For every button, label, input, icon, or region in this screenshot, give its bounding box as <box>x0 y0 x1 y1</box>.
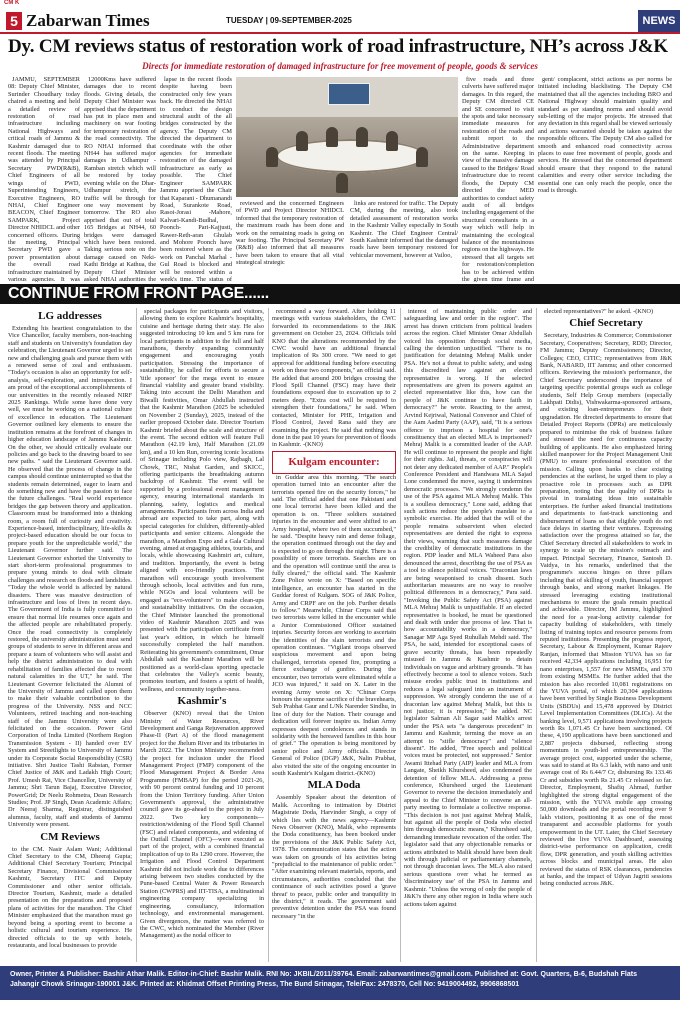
column-mla-doda: interest of maintaining public order and safeguarding law and order in the region". The arrest has drawn criticism from political leaders across the region. Chief Minister Omar Abdullah voiced his opposition through social media, calling the detention unjustified. "There is no justification for detaining Mehraj Malik under PSA. He's not a threat to public safety, and using this discredited law against an elected representative is wrong. If the selected representatives are given its powers against an elected representative like this, how can the people of J&K continue to have faith in democracy?" he wrote. Reacting to the arrest, Arvind Kejriwal, National Convenor and Chief of the Aam Aadmi Party (AAP), said, "It is a serious offence to imprison a hospital for one's constituency that an elected MLA is imprisoned? Mehraj Malik is a committed leader of the AAP. He will continue to represent the people and fight for their rights. Jail, threats, or conspiracies will not deter any dedicated member of AAP." People's Conference President and Handwara MLA Sajad Lone condemned the move, saying it undermines democratic processes. "We strongly condemn the use of the PSA against MLA Mehraj Malik. This is a soulless democracy," Lone said, adding that such actions reduce the people's mandate to a symbolic exercise. He added that the will of the people remains subservient when elected representatives are denied the right to express their views, warning that such measures damage the credibility of democratic institutions in the region. PDP leader and MLA Waheed Para also denounced the arrest, describing the use of PSA as a tool to silence political voices. "Draconian laws are being weaponised to crush dissent. Such authoritarian measures are no way to resolve political differences in a democracy," Para said. "Invoking the Public Safety Act (PSA) against MLA Mehraj Malik is unjustifiable. If an elected representative is booked, he must be questioned and dealt with under due process of law. That is how accountability works in a democracy," Sanagar MP Aga Syed Ruhullah Mehdi said. The PSA, he said, intended for exceptional cases of grave security threats, has been repeatedly misused in Jammu & Kashmir to detain individuals on vague and arbitrary grounds. "It has effectively become a tool to silence voices. Such misuse erodes public trust in institutions and reduces a legal safeguard into an instrument of suppression. We strongly condemn the use of a draconian law against Mehraj Malik, but this is not justice; it is repression," he added. NC legislator Salman Ali Sagar said Malik's arrest under the PSA sets "a dangerous precedent" in Jammu and Kashmir, terming the move as an attempt to "stifle democracy" and "silence dissent". He added, "Free speech and political voices must be protected, not suppressed." Senior Awami Ittehad Party (AIP) leader and MLA from Langate, Sheikh Khursheed, also condemned the detention of fellow MLA. Addressing a press conference, Khursheed urged the Lieutenant Governor to reverse the decision immediately and appeal to the Chief Minister to convene an all-party meeting to formulate a collective response. "This decision is not just against Mehraj Malik, but against all the people of Doda who elected him through democratic means," Khursheed said, demanding immediate revocation of the order. The legislator said that any objectionable remarks or actions attributed to Malik should have been dealt with through judicial or parliamentary channels, not through draconian laws. The MLA also raised serious questions over what he termed as 'discriminatory use' of the PSA in Jammu and Kashmir. "Unless the wrong of only the people of J&K?s there any other region in India where such actions taken against <box>404 308 532 908</box>
lead-subhead: Directs for immediate restoration of damaged infrastructure for free movement of people, goods & services <box>142 61 538 71</box>
column-kulgam: recommend a way forward. After holding 11 meetings with various stakeholders, the CWC forwarded its recommendations to the J&K government on October 23, 2024. Officials told KNO that the alterations recommended by the CWC would have an additional financial implication of Rs 300 crore. "We need to get approval for additional funding before executing work on these two components," an official said. He added that around 200 bridges crossing the Flood Spill Channel (FSC) may have their foundations exposed due to excavation up to 2 meters deep. "Extra cost will be required to strengthen their foundations," he said. When contacted, Minister for PHE, Irrigation and Flood Control, Javed Rana said they are examining the project. He said that nothing was done in the past 10 years for prevention of floods in Kashmir. -(KNO) Kulgam encounter: in Guddar area this morning. "The search operation turned into an encounter after the terrorists opened fire on the security forces," he said. The official added that one Pakistani and one local terrorist have been killed and the operation is on. "Three soldiers sustained injuries in the encounter and were shifted to an Army hospital, where two of them succumbed," he said. "Despite heavy rain and dense foliage, the operation continued through out the day and is expected to go on through the night. There is a possibility of more terrorists. Searches are on and the operation will continue until the area is fully cleared," the official said. The Kashmir Zone Police wrote on X: "Based on specific intelligence, an encounter has started in the Guddar forest of Kulgam. SOG of J&K Police, Army and CRPF are on the job. Further details to follow." Meanwhile, Chinar Corps said that two terrorists were killed in the encounter while a Junior Commissioned Officer sustained injuries. Security forces are working to ascertain the identities of the slain terrorists and the operation continues. "Vigilant troops observed suspicious movement and upon being challenged, terrorists opened fire, prompting a fierce exchange of gunfire. During the encounter, two terrorists were eliminated while a JCO was injured," it said on X. Later in the evening Army wrote on X: "Chinar Corps honours the supreme sacrifice of the bravehearts, Sub Prabhat Gaur and L/Nk Narender Sindhu, in line of duty for the Nation. Their courage and dedication will forever inspire us. Indian Army expresses deepest condolences and stands in solidarity with the bereaved families in this hour of grief." The operation is being monitored by senior police and Army officials. Director General of Police (DGP) J&K, Nalin Prabhat, also visited the site of the ongoing encounter in south Kashmir's Kulgam district.-(KNO) MLA Doda Assembly Speaker about the detention of Malik. According to intimation by District Magistrate Doda, Harvinder Singh, a copy of which lies with the news agency—Kashmir News Observer (KNO), Malik, who represents the Doda constituency, has been booked under the provisions of the J&K Public Safety Act, 1978. The communication states that the action was taken on grounds of his activities being "prejudicial to the maintenance of public order." "After examining relevant materials, reports, and circumstances, authorities concluded that the continuance of such activities posed a 'grave threat' to peace, public order and tranquility in the district," it reads. The government said preventive detention under the PSA was found necessary "in the <box>272 308 396 920</box>
column-chief-secretary: elected representatives?" he asked. -(KNO) Chief Secretary Secretary, Industries & Commerce; Commissioner Secretary, Cooperatives; Secretary, RDD; Director, FM Jammu; Deputy Commissioners; Director, Colleges; CEO, CITIC; representatives from J&K Bank, NABARD, IIT Jammu; and other concerned officers. Reviewing the mission's performance, the Chief Secretary underscored the importance of targeting specific potential groups such as college students, Self Help Group members (especially Lakhpati Didis), Vishwakarma-sponsored artisans, and existing loan-entrepreneurs for their upgradation. He directed departments to ensure that Detailed Project Reports (DPRs) are meticulously prepared to minimise the risk of business failure and stressed the need for continuous capacity building of applicants. He also emphasized hiring skilled manpower for the Project Management Unit (PMU) to ensure professional execution of the mission. Calling upon banks to clear existing pendencies at the earliest, he urged them to play a proactive role in processes such as DPR preparation, noting that the quality of DPRs is pivotal in translating ideas into sustainable enterprises. He further asked financial institutions and departments to fast-track sanctioning and disbursement of loans so that eligible youth do not face delays in starting their ventures. Expressing satisfaction over the progress attained so far, the Chief Secretary directed all stakeholders to work in synergy to scale up the mission's outreach and impact. Principal Secretary, Finance, Santosh D. Vaidya, in his remarks, underlined that the programme's success hinges on three pillars including that of skilling of youth, financial support through banks, and strong market linkages. He stressed leveraging existing institutional mechanisms to ensure the goals remain practical and achievable. Director, IM Jammu, highlighted the need for a year-long activity calendar for capacity building of stakeholders, with timely listing of training topics and resource persons from reputed institutions. Presenting the progress report, Secretary, Labour & Employment, Kumar Rajeev Ranjan, informed that Mission YUVA has so far received 42,334 applications including 16,951 for nano enterprises, 1,557 for new MSMEs, and 370 from existing MSMEs. He further added that the mission has also recorded 10,081 registrations on the YUVA portal, of which 20,304 applications have been verified by Single Business Development Units (SBDUs) and 15,478 approved by District Level Implementation Committees (DLICs). At the banking level, 9,571 applications involving projects worth Rs 1,071.45 Cr have been sanctioned. Of these, 4,190 applications have been sanctioned and 2,887 projects disbursed, reflecting strong momentum in youth-led entrepreneurship. The average project cost, supported under the scheme, was said to stand at Rs 6.3 lakh, with nano and unit average cost of Rs 6.44/7 Cr, disbursing Rs 133.46 Cr and subsidies worth Rs 21.45 Cr released so far. Director, Employment, Shafiq Ahmad, further highlighted the strong digital engagement of the mission, with the YUVA mobile app crossing 50,000 downloads and the portal recording over 9 lakh visitors, positioning it as one of the most transparent and accessible platforms for youth empowerment in the UT. Later, the Chief Secretary reviewed the live YUVA Dashboard, assessing district-wise performance on application, credit flow, DPR generation, and youth skilling activities across blocks and municipal areas. He also reviewed the status of RSK clearances, pendencies at banks, and the impact of Udyan Jagriti sessions being conducted across J&K. <box>540 308 672 888</box>
section-label: NEWS <box>638 10 680 32</box>
story-heading: Kashmir's <box>177 695 227 708</box>
story-heading: MLA Doda <box>307 779 361 792</box>
imprint-line-1: Owner, Printer & Publisher: Bashir Athar Malik. Editor-in-Chief: Bashir Malik. RNI No: JKBIL/2011/39764. Email: zabarwantimes@gmail.com. Published at: Govt. Quarters, B-6, Budshah Flats <box>10 971 637 978</box>
column-marathon: special packages for participants and visitors, allowing them to explore Kashmir's hospitality, cuisine and heritage during their stay. He also suggested introducing 10 km and 5 km runs for local participants in addition to the full and half marathons, thereby expanding community engagement and encouraging youth participation. Stressing the importance of sustainability, he called for efforts to secure a 'title sponsor' for the mega event to ensure financial viability and greater brand visibility. Taking into account the Delhi Marathon and Biwalli festivities, Omar Abdullah instructed that the Kashmir Marathon (2025 be scheduled on November 2 (Sunday), 2025, instead of the earlier proposed October date. Director Tourism Kashmir briefed about the scale and structure of the event. The second edition will feature Full Marathon (42.19 km), Half Marathon (21.09 km), and a 10 km Run, covering iconic locations of Srinagar including Polo view, Rajbagh, Lal Chowk, TRC, Nishat Garden, and SKICC, offering participants the breathtaking autumn backdrop of Kashmir. The event will be supported by a professional event management agency, ensuring international standards in planning, safety, logistics and medical arrangements. Participants from across India and abroad are expected to take part, along with special categories for children, differently-abled participants and senior citizens. Alongside the marathon, a Marathon Expo and a Gala Cultural evening, aimed at engaging athletes, tourists, and locals, while showcasing Kashmiri art, culture, and tradition. Importantly, the event is being aligned with eco-friendly practices. The marathon will encourage youth involvement through schools, local activities and fun runs, while NGOs and local volunteers will be engaged as "eco-volunteers" to make clean-ups and sustainability initiatives. On the occasion, the Chief Minister launched the promotional video of Kashmir Marathon 2025 and was presented with the participation certificate from last year's edition, in which he himself successfully completed the half marathon. Reiterating his government's commitment, Omar Abdullah said the Kashmir Marathon will be positioned as a world-class sporting spectacle that celebrates the Valley's scenic beauty, promotes tourism, and fosters a spirit of health, wellness, and community together-ness. Kashmir's Observer (KNO) reveal that the Union Ministry of Water Resources, River Development and Ganga Rejuvenation approved Phase-II (Part A) of the flood management project for the Jhelum River and its tributaries in March 2022. The Union Ministry recommended the project for inclusion under the Flood Management Project (FMP) component of the Flood Management Project & Border Area Programme (FMBAP) for the period 2021-26, with 90 percent central funding and 10 percent from the Union Territory funding. After Union Government's approval, the administrative council gave its go-ahead to the project in July 2022. Two key components—restriction/widening of the Flood Spill Channel (FSC) and related components, and widening of the Outfall Channel (OFC)—were executed as part of the project, with a combined financial implication of up to Rs 1290 crore. However, the Irrigation and Flood Control Department Kashmir did not include work due to differences arising between two studies conducted by the Pune-based Central Water & Power Research Station (CWPRS) and IIT-TISA, a multinational engineering company specializing in engineering, consultancy, information technology, and environmental management. Given divergences, the matter was referred to the CWC, which nominated the Member (River Management) as the nodal officer to <box>140 308 264 940</box>
paper-title: Zabarwan Times <box>26 11 150 30</box>
strip-tag: CM K <box>4 0 20 6</box>
lead-headline: Dy. CM reviews status of restoration work of road infrastructure, NH’s across J&K <box>8 36 668 57</box>
imprint-footer <box>0 966 680 1000</box>
imprint-line-2: Jahangir Chowk Srinagar-190001 J&K. Printed at: Khidmat Offset Printing Press, The Bund Srinagar, Tele/Fax: 2478370, Cell No: 9419004492, 9906868501 <box>10 981 520 988</box>
lead-col-7: gent/ complacent, strict actions as per norms be initiated including blacklisting. The Deputy CM maintained that all the agencies including BRO and National Highway should maintain quality and standard as per standing norms and should avoid sub-letting of the major projects. He stressed that any deviation in this regard shall be viewed seriously and actions warranted should be taken against the responsible officers. The Deputy CM also called for smooth and enhanced road connectivity across places to ease free movement of people, goods and services. He stressed that the concerned department should ensure that they respond to the natural calamities and every other service including the essential one can only reach the people, once the road is through. <box>538 76 672 195</box>
lead-col-5: links are restored for traffic. The Deputy CM, during the meeting, also took detailed assessment of restoration works in the Kashmir Valley especially in South Kashmir. The Chief Engineer Central/ South Kashmir informed that the damaged roads have been temporary restored for vehicular movement, however at Vailoo, <box>350 200 458 259</box>
story-heading: Chief Secretary <box>569 317 643 330</box>
lead-col-1: JAMMU, SEPTEMBER 08: Deputy Chief Minister, Surinder Choudhary today chaired a meeting and held a detailed review of restoration of road infrastructure including National Highways and critical roads of Jammu & Kashmir damaged due to recent floods. The meeting was attended by Principal Secretary PWD(R&B), Chief Engineers of all wings of PWD, Superintending Engineers, Executive Engineers, RO NHAI, Chief Engineer BEACON, Chief Engineer SAMPARK, Project Director NHIDCL and other concerned officers. During the meeting, Principal Secretary PWD gave a power presentation about the overall road infrastructure maintained by various agencies. It was <box>8 76 80 282</box>
continued-banner: CONTINUE FROM FRONT PAGE...... <box>0 284 680 304</box>
page-number: 5 <box>6 12 22 30</box>
masthead <box>0 10 680 34</box>
story-heading: Kulgam encounter: <box>288 455 380 468</box>
story-heading: CM Reviews <box>40 830 100 843</box>
column-lg-addresses: LG addresses Extending his heartiest congratulation to the Vice Chancellor, faculty members, non-teaching staff and students on University's foundation day celebration, the Lieutenant Governor urged to set new and challenging goals and pursue them with a renewed sense of zeal and enthusiasm. "Today's occasion is also an opportunity for self-analysis, self-exploration, and introspection. I am proud of the exceptional accomplishments of our universities in the recently released NIRF 2025 Rankings. While some have done very well, we must be working on a national culture of excellence in education. The Lieutenant Governor outlined key elements to ensure the institution remains at the forefront of changes in higher education landscape of Jammu Kashmir. On the other, we should critically evaluate our policies and go back to the drawing board to see new paths. " said the Lieutenant Governor said. He observed that the process of change in the campus should continue uninterrupted so that the students remain determined, eager to learn and do something new and have the passion to face the future challenges. "Real world experience bridges the gap between theory and application. Classroom must be transformed into a thinking room, a room full of curiosity and creativity. Experience-based, interdisciplinary, life-skills & project-based education should be our focus to prepare youth for the unpredictable world," the Lieutenant Governor further said. The Lieutenant Governor exhorted the University to start short-term professional programmes to prepare young minds to deal with climate challenges and research on floods and landslides. "Today the whole world is affected by natural disasters. There was massive destruction of infrastructure and loss of lives in recent days. The Government of India is fully committed to ensure that normal life resumes once again and the affected people are rehabilitated properly. Once the road connectivity is completely restored, the university administration must send groups of students to serve in different areas and prepare a team of volunteers who will assist and help the district administration to deal with rehabilitation of families affected due to recent natural calamities in the UT," he said. The Lieutenant Governor felicitated the Alumni of the University of Jammu and called upon them to make their valuable contribution to the progress of the University. NSS and NCC Volunteers, retired teaching and non-teaching staff of the Jammu University were also felicitated on the occasion. Power Grid Corporation of India Limited (Northern Region Transmission System - II) handed over EV System and Streetlights to University of Jammu under its Corporate Social Responsibility (CSR) initiative. Shri Justice Tashi Rabstan, Former Chief Justice of J&K and Ladakh High Court; Prof. Umesh Rai, Vice Chancellor, University of Jammu; Shri Tarun Bajaj, Executive Director, PowerGrid; Dr Neelu Rohmetra, Dean Research Studies; Prof. JP Singh, Dean Academic Affairs; Dr Neeraj Sharma, Registrar, distinguished alumnus, faculty, staff and students of Jammu University were present. CM Reviews to the CM. Nasir Aslam Wani; Additional Chief Secretary to the CM, Dheeraj Gupta; Additional Chief Secretary Tourism; Principal Secretary Finance, Divisional Commissioner Kashmir, Secretary ITC and Deputy Commissioner and other senior officials. Director Tourism, Kashmir, made a detailed presentation on the preparations and proposed plans of activities for the marathon. The Chief Minister emphasized that the marathon must go beyond being a sporting event to become a holistic cultural and tourism experience. He directed officials to tie up with hotels, restaurants, and local businesses to provide <box>8 310 132 949</box>
lead-col-2: 12000Kms have suffered damages due to recent floods. Giving details, the Deputy Chief Minister was apprised that the department has put in place men and machinery on war footing for temporary restoration of the road connectivity. The RO NHAI informed that NH44 has suffered major damages in Udhampur - Ramban stretch which will be restored by today evening while on the Dhar- Udhampur stretch, the traffic will be through for one way movement by tomorrow. The RO also apprised that out of total 165 Bridges at NH44, 60 bridges were damaged which have been restored. Taking serious note on the damage caused on Neki-Kathi Bridge at Kathua, the Deputy Chief Minister asked NHAI authorities the <box>84 76 156 282</box>
lead-col-4: reviewed and the concerned Engineers of PWD and Project Director NHIDCL informed that the temporary restoration of the maximum roads has been done and work on the remaining roads is going on war footing. The Principal Secretary PW (R&B) also informed that all measures have been taken to ensure that all vital strategical strategic <box>236 200 344 267</box>
top-strip <box>0 0 680 8</box>
lead-photo <box>236 77 458 197</box>
lead-col-6: five roads and three culverts have suffered major damages. In this regard, the Deputy CM directed CE and SE concerned to visit the spots and take necessary immediate measures for restoration of the roads and submit report to the Administrative department on the same. Keeping in view of the massive damage caused to the Bridges/ Road infrastructure due to recent floods, the Deputy CM directed the MED authorities to conduct safety audit of all bridges including engagement of the structural consultants in a way which will help in maintaining the ecological balance of the mountainous regions on the highways. He stressed that all targets set for restoration/completion has to be achieved within the given time frame and <box>462 76 534 282</box>
story-heading: LG addresses <box>38 310 102 322</box>
dateline: TUESDAY | 09-SEPTEMBER-2025 <box>226 16 352 25</box>
lead-col-3: lapse in the recent floods despite having been constructed only few years back. He directed the NHAI to conduct the design structural audit of the all bridges constructed by the agency. The Deputy CM directed the department to coordinate with the other agencies for immediate restoration of the damaged infrastructure as early as possible. The Chief Engineer SAMPARK Jammu apprised the Chair that Kaparani - Dhumanandi Road, Surankote Road, Rasoi-Jorasi -Mahore, Kalvari-Kandi-Budhal, Poonch- Pari-Kajjusti, Rawer-Reth-aran Ghulab and Mohore Poonch have been restored where as the work on Panchal Marhal - Gul Road is blocked and will be restored within a week's time. The status of <box>160 76 232 282</box>
